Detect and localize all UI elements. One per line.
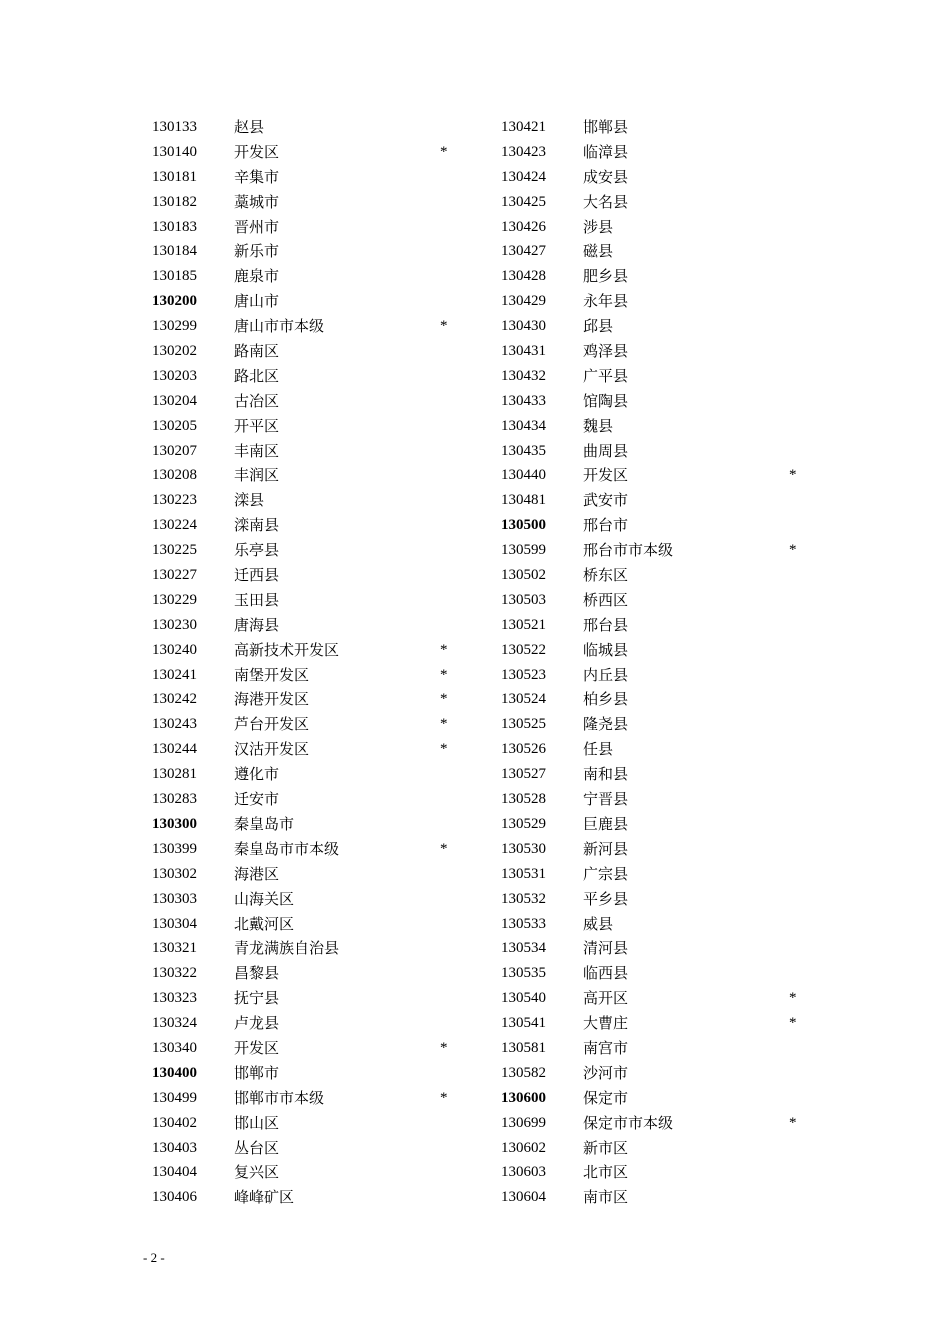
region-code: 130240 bbox=[152, 641, 197, 658]
region-code: 130430 bbox=[501, 318, 546, 335]
region-code: 130531 bbox=[501, 865, 546, 882]
region-code: 130403 bbox=[152, 1139, 197, 1156]
region-code: 130424 bbox=[501, 168, 546, 185]
asterisk-mark: * bbox=[789, 990, 797, 1007]
region-code: 130435 bbox=[501, 442, 546, 459]
region-name: 开发区 bbox=[234, 142, 280, 161]
region-name: 临城县 bbox=[583, 640, 629, 659]
asterisk-mark: * bbox=[440, 318, 448, 335]
region-code: 130604 bbox=[501, 1189, 546, 1206]
region-code: 130229 bbox=[152, 591, 197, 608]
region-name: 唐海县 bbox=[234, 615, 280, 634]
region-code: 130243 bbox=[152, 716, 197, 733]
region-code: 130400 bbox=[152, 1064, 197, 1081]
region-code: 130524 bbox=[501, 691, 546, 708]
asterisk-mark: * bbox=[440, 691, 448, 708]
region-name: 成安县 bbox=[583, 167, 629, 186]
region-name: 芦台开发区 bbox=[234, 715, 310, 734]
region-name: 丰南区 bbox=[234, 441, 280, 460]
region-code: 130299 bbox=[152, 318, 197, 335]
asterisk-mark: * bbox=[789, 542, 797, 559]
region-code: 130423 bbox=[501, 143, 546, 160]
region-code: 130481 bbox=[501, 492, 546, 509]
region-code: 130303 bbox=[152, 890, 197, 907]
region-name: 柏乡县 bbox=[583, 690, 629, 709]
region-name: 南市区 bbox=[583, 1188, 629, 1207]
region-name: 秦皇岛市市本级 bbox=[234, 839, 340, 858]
region-name: 高新技术开发区 bbox=[234, 640, 340, 659]
region-code: 130402 bbox=[152, 1114, 197, 1131]
region-name: 开发区 bbox=[234, 1038, 280, 1057]
region-name: 海港开发区 bbox=[234, 690, 310, 709]
region-name: 古冶区 bbox=[234, 391, 280, 410]
region-name: 卢龙县 bbox=[234, 1014, 280, 1033]
asterisk-mark: * bbox=[440, 741, 448, 758]
asterisk-mark: * bbox=[440, 1089, 448, 1106]
region-name: 大名县 bbox=[583, 192, 629, 211]
region-code: 130244 bbox=[152, 741, 197, 758]
region-code: 130431 bbox=[501, 343, 546, 360]
region-name: 武安市 bbox=[583, 491, 629, 510]
region-code: 130532 bbox=[501, 890, 546, 907]
region-name: 乐亭县 bbox=[234, 541, 280, 560]
region-code: 130324 bbox=[152, 1015, 197, 1032]
region-name: 路北区 bbox=[234, 366, 280, 385]
region-code: 130421 bbox=[501, 119, 546, 135]
region-code: 130399 bbox=[152, 840, 197, 857]
region-name: 路南区 bbox=[234, 342, 280, 361]
region-code: 130502 bbox=[501, 567, 546, 584]
region-code: 130184 bbox=[152, 243, 197, 260]
region-code: 130427 bbox=[501, 243, 546, 260]
region-code: 130242 bbox=[152, 691, 197, 708]
region-name: 隆尧县 bbox=[583, 715, 629, 734]
region-code: 130181 bbox=[152, 168, 197, 185]
region-code: 130340 bbox=[152, 1039, 197, 1056]
region-name: 邯郸市市本级 bbox=[234, 1088, 325, 1107]
asterisk-mark: * bbox=[789, 467, 797, 484]
asterisk-mark: * bbox=[440, 840, 448, 857]
region-name: 丛台区 bbox=[234, 1138, 280, 1157]
region-code: 130599 bbox=[501, 542, 546, 559]
region-code: 130503 bbox=[501, 591, 546, 608]
region-name: 玉田县 bbox=[234, 590, 280, 609]
region-code: 130133 bbox=[152, 119, 197, 135]
region-name: 昌黎县 bbox=[234, 964, 280, 983]
region-code: 130404 bbox=[152, 1164, 197, 1181]
region-code: 130321 bbox=[152, 940, 197, 957]
region-name: 魏县 bbox=[583, 416, 614, 435]
region-code: 130224 bbox=[152, 517, 197, 534]
region-name: 南和县 bbox=[583, 765, 629, 784]
region-name: 开平区 bbox=[234, 416, 280, 435]
region-name: 南宫市 bbox=[583, 1038, 629, 1057]
region-code: 130433 bbox=[501, 392, 546, 409]
region-name: 唐山市市本级 bbox=[234, 317, 325, 336]
region-code: 130230 bbox=[152, 616, 197, 633]
region-code: 130521 bbox=[501, 616, 546, 633]
region-name: 邱县 bbox=[583, 317, 614, 336]
asterisk-mark: * bbox=[789, 1114, 797, 1131]
region-name: 晋州市 bbox=[234, 217, 280, 236]
region-name: 内丘县 bbox=[583, 665, 629, 684]
region-code: 130208 bbox=[152, 467, 197, 484]
region-name: 临西县 bbox=[583, 964, 629, 983]
region-name: 山海关区 bbox=[234, 889, 295, 908]
region-name: 藁城市 bbox=[234, 192, 280, 211]
region-name: 新河县 bbox=[583, 839, 629, 858]
region-code: 130207 bbox=[152, 442, 197, 459]
region-code: 130425 bbox=[501, 193, 546, 210]
region-name: 永年县 bbox=[583, 292, 629, 311]
region-code: 130434 bbox=[501, 417, 546, 434]
region-name: 滦县 bbox=[234, 491, 265, 510]
region-code: 130322 bbox=[152, 965, 197, 982]
region-name: 迁安市 bbox=[234, 790, 280, 809]
region-name: 桥西区 bbox=[583, 590, 629, 609]
region-code: 130300 bbox=[152, 815, 197, 832]
region-code: 130529 bbox=[501, 815, 546, 832]
region-name: 鹿泉市 bbox=[234, 267, 280, 286]
region-name: 滦南县 bbox=[234, 516, 280, 535]
region-code: 130428 bbox=[501, 268, 546, 285]
region-code: 130528 bbox=[501, 791, 546, 808]
region-name: 南堡开发区 bbox=[234, 665, 310, 684]
region-name: 汉沽开发区 bbox=[234, 740, 310, 759]
region-code: 130185 bbox=[152, 268, 197, 285]
region-code: 130183 bbox=[152, 218, 197, 235]
region-code: 130182 bbox=[152, 193, 197, 210]
region-name: 青龙满族自治县 bbox=[234, 939, 340, 958]
region-code: 130223 bbox=[152, 492, 197, 509]
region-name: 保定市 bbox=[583, 1088, 629, 1107]
region-code: 130225 bbox=[152, 542, 197, 559]
region-code: 130204 bbox=[152, 392, 197, 409]
asterisk-mark: * bbox=[440, 1039, 448, 1056]
region-name: 清河县 bbox=[583, 939, 629, 958]
region-name: 邯郸市 bbox=[234, 1063, 280, 1082]
region-code: 130541 bbox=[501, 1015, 546, 1032]
region-name: 大曹庄 bbox=[583, 1014, 629, 1033]
region-name: 任县 bbox=[583, 740, 614, 759]
region-code: 130200 bbox=[152, 293, 197, 310]
region-code: 130406 bbox=[152, 1189, 197, 1206]
region-code: 130699 bbox=[501, 1114, 546, 1131]
region-name: 高开区 bbox=[583, 989, 629, 1008]
region-name: 临漳县 bbox=[583, 142, 629, 161]
region-name: 邢台市 bbox=[583, 516, 629, 535]
region-code: 130603 bbox=[501, 1164, 546, 1181]
region-name: 复兴区 bbox=[234, 1163, 280, 1182]
region-code: 130281 bbox=[152, 766, 197, 783]
page-number: - 2 - bbox=[143, 1250, 165, 1265]
region-name: 北戴河区 bbox=[234, 914, 295, 933]
region-name: 邢台县 bbox=[583, 615, 629, 634]
region-code: 130426 bbox=[501, 218, 546, 235]
region-name: 迁西县 bbox=[234, 566, 280, 585]
region-name: 秦皇岛市 bbox=[234, 814, 295, 833]
region-code: 130203 bbox=[152, 367, 197, 384]
region-code: 130304 bbox=[152, 915, 197, 932]
region-name: 沙河市 bbox=[583, 1063, 629, 1082]
region-code: 130600 bbox=[501, 1089, 546, 1106]
region-name: 赵县 bbox=[234, 118, 265, 136]
region-code: 130283 bbox=[152, 791, 197, 808]
region-code: 130302 bbox=[152, 865, 197, 882]
region-name: 开发区 bbox=[583, 466, 629, 485]
region-code: 130523 bbox=[501, 666, 546, 683]
region-code: 130522 bbox=[501, 641, 546, 658]
region-name: 遵化市 bbox=[234, 765, 280, 784]
region-name: 邢台市市本级 bbox=[583, 541, 674, 560]
asterisk-mark: * bbox=[440, 641, 448, 658]
region-code: 130581 bbox=[501, 1039, 546, 1056]
region-code: 130500 bbox=[501, 517, 546, 534]
region-code: 130432 bbox=[501, 367, 546, 384]
region-name: 磁县 bbox=[583, 242, 614, 261]
region-name: 桥东区 bbox=[583, 566, 629, 585]
asterisk-mark: * bbox=[440, 716, 448, 733]
region-code: 130527 bbox=[501, 766, 546, 783]
region-name: 肥乡县 bbox=[583, 267, 629, 286]
region-code: 130534 bbox=[501, 940, 546, 957]
region-name: 巨鹿县 bbox=[583, 814, 629, 833]
region-code: 130602 bbox=[501, 1139, 546, 1156]
region-code: 130323 bbox=[152, 990, 197, 1007]
region-name: 辛集市 bbox=[234, 167, 280, 186]
region-name: 海港区 bbox=[234, 864, 280, 883]
region-name: 北市区 bbox=[583, 1163, 629, 1182]
region-code: 130525 bbox=[501, 716, 546, 733]
region-name: 平乡县 bbox=[583, 889, 629, 908]
region-code: 130429 bbox=[501, 293, 546, 310]
region-name: 丰润区 bbox=[234, 466, 280, 485]
region-code: 130535 bbox=[501, 965, 546, 982]
asterisk-mark: * bbox=[440, 143, 448, 160]
region-name: 抚宁县 bbox=[234, 989, 280, 1008]
region-code: 130582 bbox=[501, 1064, 546, 1081]
region-name: 邯郸县 bbox=[583, 118, 629, 136]
region-code: 130530 bbox=[501, 840, 546, 857]
region-name: 新市区 bbox=[583, 1138, 629, 1157]
region-name: 馆陶县 bbox=[583, 391, 629, 410]
region-name: 唐山市 bbox=[234, 292, 280, 311]
region-name: 新乐市 bbox=[234, 242, 280, 261]
region-code: 130140 bbox=[152, 143, 197, 160]
region-code: 130499 bbox=[152, 1089, 197, 1106]
region-code: 130227 bbox=[152, 567, 197, 584]
region-name: 保定市市本级 bbox=[583, 1113, 674, 1132]
region-code: 130540 bbox=[501, 990, 546, 1007]
region-name: 曲周县 bbox=[583, 441, 629, 460]
region-name: 广宗县 bbox=[583, 864, 629, 883]
region-name: 宁晋县 bbox=[583, 790, 629, 809]
region-code: 130440 bbox=[501, 467, 546, 484]
region-name: 威县 bbox=[583, 914, 614, 933]
region-name: 峰峰矿区 bbox=[234, 1188, 295, 1207]
region-name: 邯山区 bbox=[234, 1113, 280, 1132]
region-code: 130526 bbox=[501, 741, 546, 758]
region-code: 130202 bbox=[152, 343, 197, 360]
asterisk-mark: * bbox=[789, 1015, 797, 1032]
region-name: 广平县 bbox=[583, 366, 629, 385]
region-name: 涉县 bbox=[583, 217, 614, 236]
region-code: 130533 bbox=[501, 915, 546, 932]
asterisk-mark: * bbox=[440, 666, 448, 683]
region-name: 鸡泽县 bbox=[583, 342, 629, 361]
region-code: 130205 bbox=[152, 417, 197, 434]
region-code: 130241 bbox=[152, 666, 197, 683]
